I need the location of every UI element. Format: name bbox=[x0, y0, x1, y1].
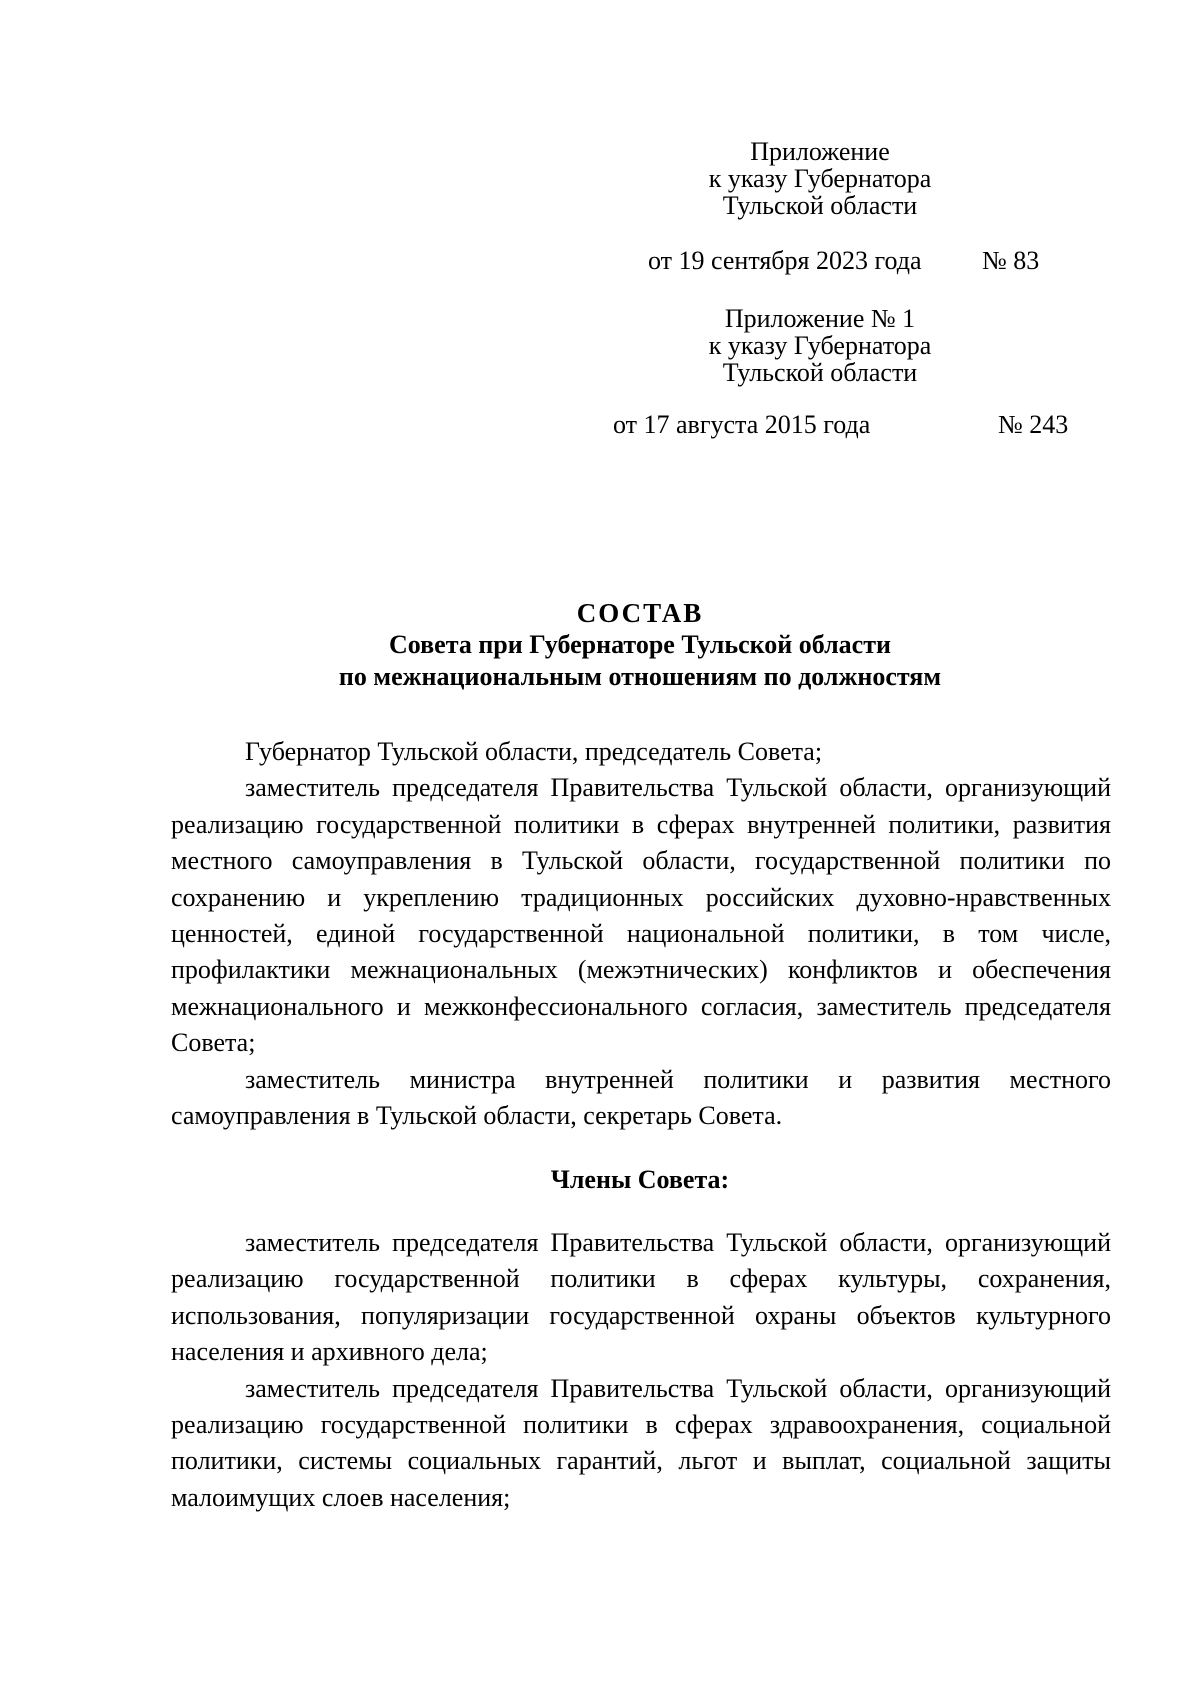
annex-header-line1: Приложение bbox=[750, 137, 890, 166]
members-list bbox=[171, 1225, 1111, 1516]
member-item: заместитель председателя Правительства Тульской области, организующий реализацию государственной политики в сферах культуры, сохранения, использования, популяризации государственной охраны объектов культурного населения и архивного дела; bbox=[171, 1228, 1111, 1367]
original-annex-date: от 17 августа 2015 года bbox=[613, 410, 871, 439]
leadership-list bbox=[171, 734, 1111, 1134]
title-line2: Совета при Губернаторе Тульской области bbox=[389, 630, 891, 659]
original-annex-header-line3: Тульской области bbox=[722, 358, 918, 387]
annex-number: № 83 bbox=[982, 246, 1040, 275]
member-item: заместитель председателя Правительства Тульской области, организующий реализацию государственной политики в сферах здравоохранения, социальной политики, системы социальных гарантий, льгот и выплат, социальной защиты малоимущих слоев населения; bbox=[171, 1373, 1111, 1512]
annex-header-line2: к указу Губернатора bbox=[708, 164, 932, 193]
annex-header bbox=[620, 138, 1020, 219]
annex-date: от 19 сентября 2023 года bbox=[648, 246, 922, 275]
document-title bbox=[170, 597, 1110, 693]
members-heading: Члены Совета: bbox=[550, 1165, 730, 1194]
title-main: СОСТАВ bbox=[576, 598, 704, 628]
leadership-item: заместитель министра внутренней политики и развития местного самоуправления в Тульской области, секретарь Совета. bbox=[171, 1064, 1111, 1131]
leadership-item: Губернатор Тульской области, председатель Совета; bbox=[245, 737, 823, 766]
original-annex-header bbox=[620, 305, 1020, 386]
leadership-item: заместитель председателя Правительства Тульской области, организующий реализацию государственной политики в сферах внутренней политики, развития местного самоуправления в Тульской области, государственной политики по сохранению и укреплению традиционных российских духовно-нравственных ценностей, единой государственной национальной политики, в том числе, профилактики межнациональных (межэтнических) конфликтов и обеспечения межнационального и межконфессионального согласия, заместитель председателя Совета; bbox=[171, 773, 1111, 1058]
original-annex-number: № 243 bbox=[998, 410, 1069, 439]
annex-header-line3: Тульской области bbox=[722, 191, 918, 220]
original-annex-header-line2: к указу Губернатора bbox=[708, 331, 932, 360]
title-line3: по межнациональным отношениям по должностям bbox=[338, 662, 942, 691]
original-annex-header-line1: Приложение № 1 bbox=[724, 304, 916, 333]
